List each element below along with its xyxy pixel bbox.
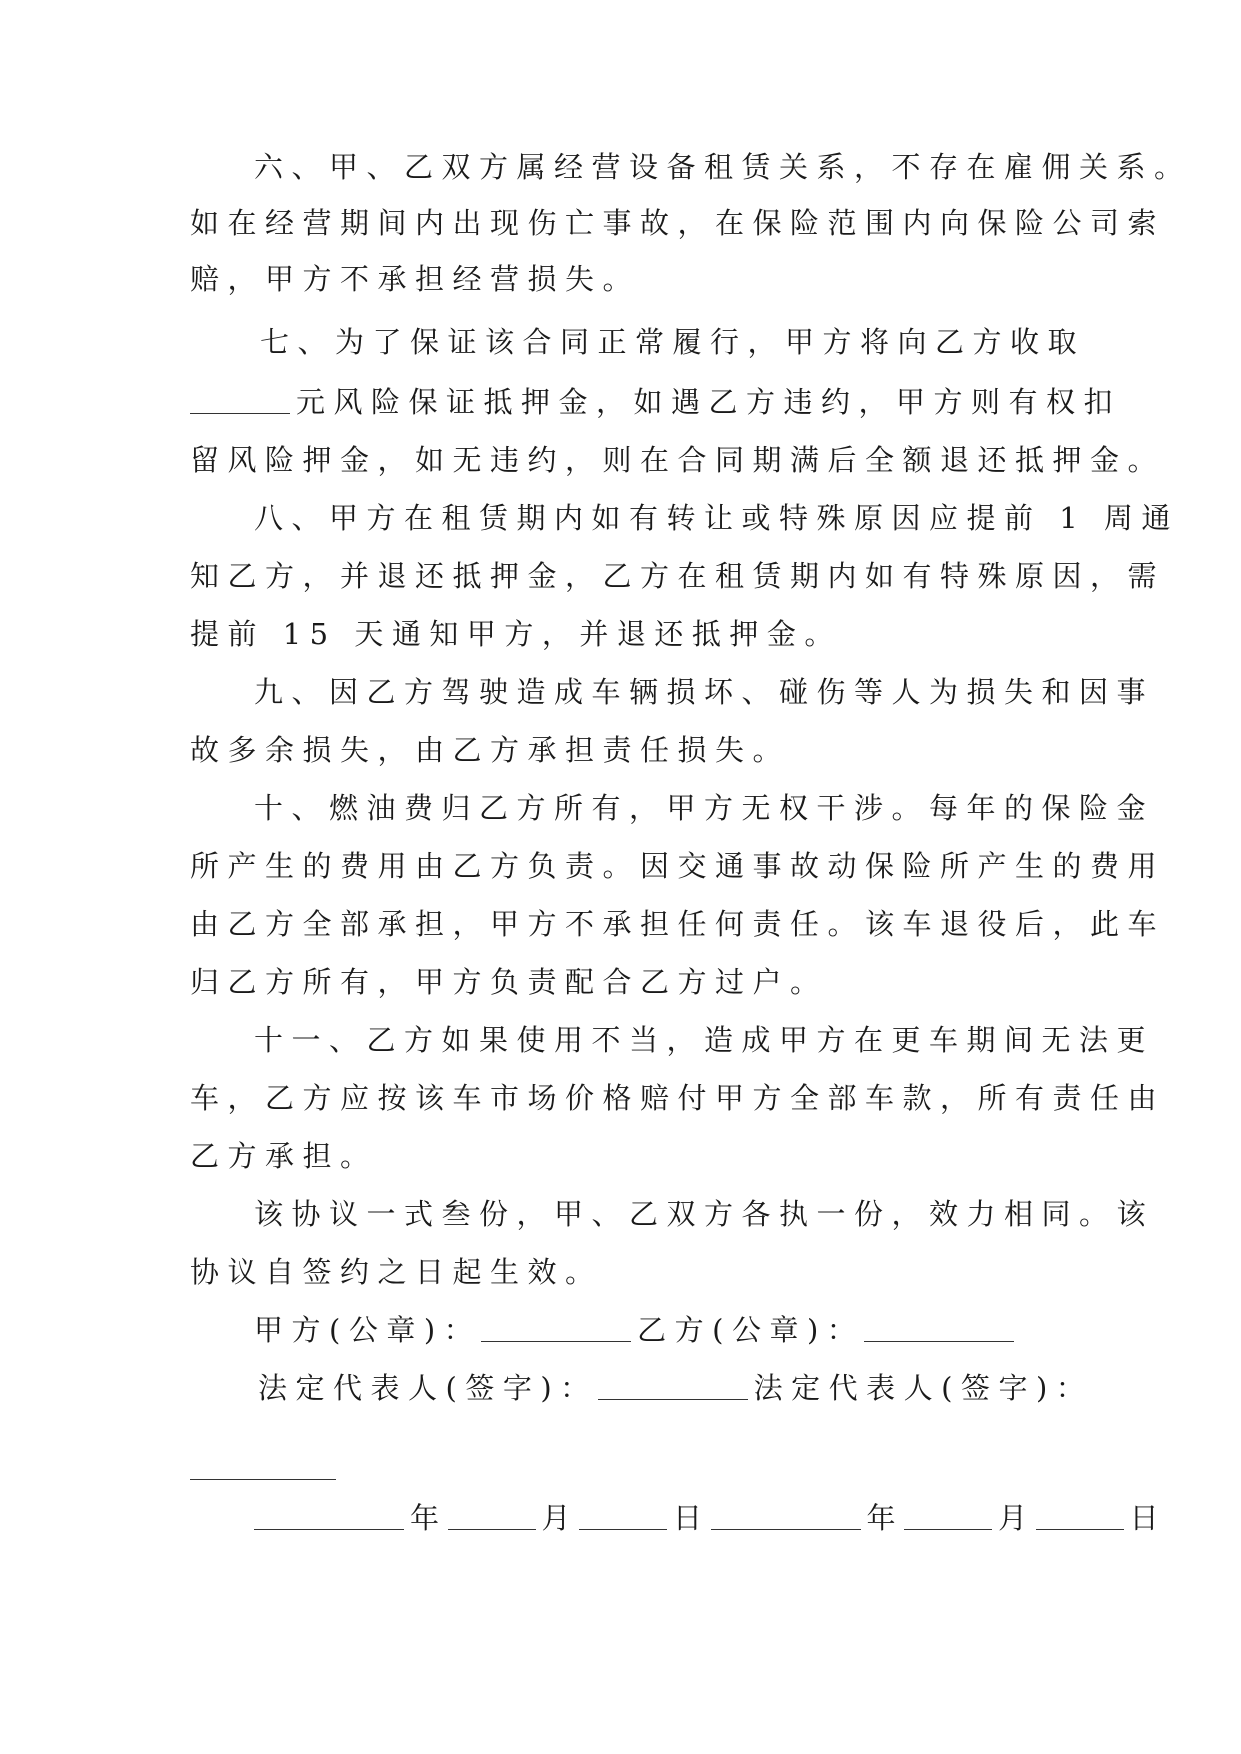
- clause-8-line-2: 知乙方，并退还抵押金，乙方在租赁期内如有特殊原因，需: [190, 559, 1166, 593]
- clause-6-line-3: 赔，甲方不承担经营损失。: [190, 262, 641, 296]
- closing-line-1: 该协议一式叁份，甲、乙双方各执一份，效力相同。该: [254, 1197, 1155, 1231]
- party-b-rep-blank: [190, 1478, 336, 1480]
- party-b-day-blank: [1036, 1499, 1124, 1530]
- clause-7-line-2-text: 元风险保证抵押金，如遇乙方违约，甲方则有权扣: [296, 385, 1122, 419]
- deposit-amount-blank: [190, 383, 290, 414]
- date-line: [254, 1498, 1168, 1538]
- clause-10-line-4: 归乙方所有，甲方负责配合乙方过户。: [190, 965, 828, 999]
- clause-6-line-1: 六、甲、乙双方属经营设备租赁关系，不存在雇佣关系。: [254, 150, 1192, 184]
- party-a-rep-label: 法定代表人(签字)：: [258, 1371, 598, 1405]
- clause-10-line-2: 所产生的费用由乙方负责。因交通事故动保险所产生的费用: [190, 849, 1166, 883]
- clause-10-line-3: 由乙方全部承担，甲方不承担任何责任。该车退役后，此车: [190, 907, 1166, 941]
- party-b-day-label: 日: [1129, 1501, 1168, 1535]
- clause-7-line-3: 留风险押金，如无违约，则在合同期满后全额退还抵押金。: [190, 443, 1166, 477]
- seal-line: [254, 1310, 1070, 1350]
- clause-7-line-1: 七、为了保证该合同正常履行，甲方将向乙方收取: [260, 325, 1086, 359]
- party-a-seal-blank: [481, 1311, 631, 1342]
- party-b-rep-label: 法定代表人(签字)：: [753, 1371, 1094, 1405]
- clause-7-line-2: [190, 382, 1122, 422]
- clause-9-line-1: 九、因乙方驾驶造成车辆损坏、碰伤等人为损失和因事: [254, 675, 1155, 709]
- clause-9-line-2: 故多余损失，由乙方承担责任损失。: [190, 733, 791, 767]
- party-b-month-blank: [904, 1499, 992, 1530]
- clause-8-line-3: 提前 15 天通知甲方，并退还抵押金。: [190, 617, 842, 651]
- party-a-year-label: 年: [410, 1501, 448, 1535]
- clause-10-line-1: 十、燃油费归乙方所有，甲方无权干涉。每年的保险金: [254, 791, 1155, 825]
- party-b-seal-label: 乙方(公章)：: [637, 1313, 865, 1347]
- party-a-day-blank: [579, 1499, 667, 1530]
- party-b-seal-blank: [864, 1311, 1014, 1342]
- clause-11-line-3: 乙方承担。: [190, 1139, 378, 1173]
- party-a-seal-label: 甲方(公章)：: [254, 1313, 482, 1347]
- party-a-month-label: 月: [541, 1501, 580, 1535]
- clause-6-line-2: 如在经营期间内出现伤亡事故，在保险范围内向保险公司索: [190, 206, 1166, 240]
- clause-8-line-1: 八、甲方在租赁期内如有转让或特殊原因应提前 1 周通: [254, 501, 1179, 535]
- clause-11-line-1: 十一、乙方如果使用不当，造成甲方在更车期间无法更: [254, 1023, 1155, 1057]
- closing-line-2: 协议自签约之日起生效。: [190, 1255, 603, 1289]
- party-a-year-blank: [254, 1499, 404, 1530]
- party-b-month-label: 月: [998, 1501, 1036, 1535]
- party-a-rep-blank: [598, 1369, 748, 1400]
- party-a-day-label: 日: [673, 1501, 711, 1535]
- party-b-year-label: 年: [866, 1501, 905, 1535]
- representative-line: [258, 1368, 1094, 1408]
- party-b-year-blank: [711, 1499, 861, 1530]
- party-a-month-blank: [448, 1499, 536, 1530]
- clause-11-line-2: 车，乙方应按该车市场价格赔付甲方全部车款，所有责任由: [190, 1081, 1166, 1115]
